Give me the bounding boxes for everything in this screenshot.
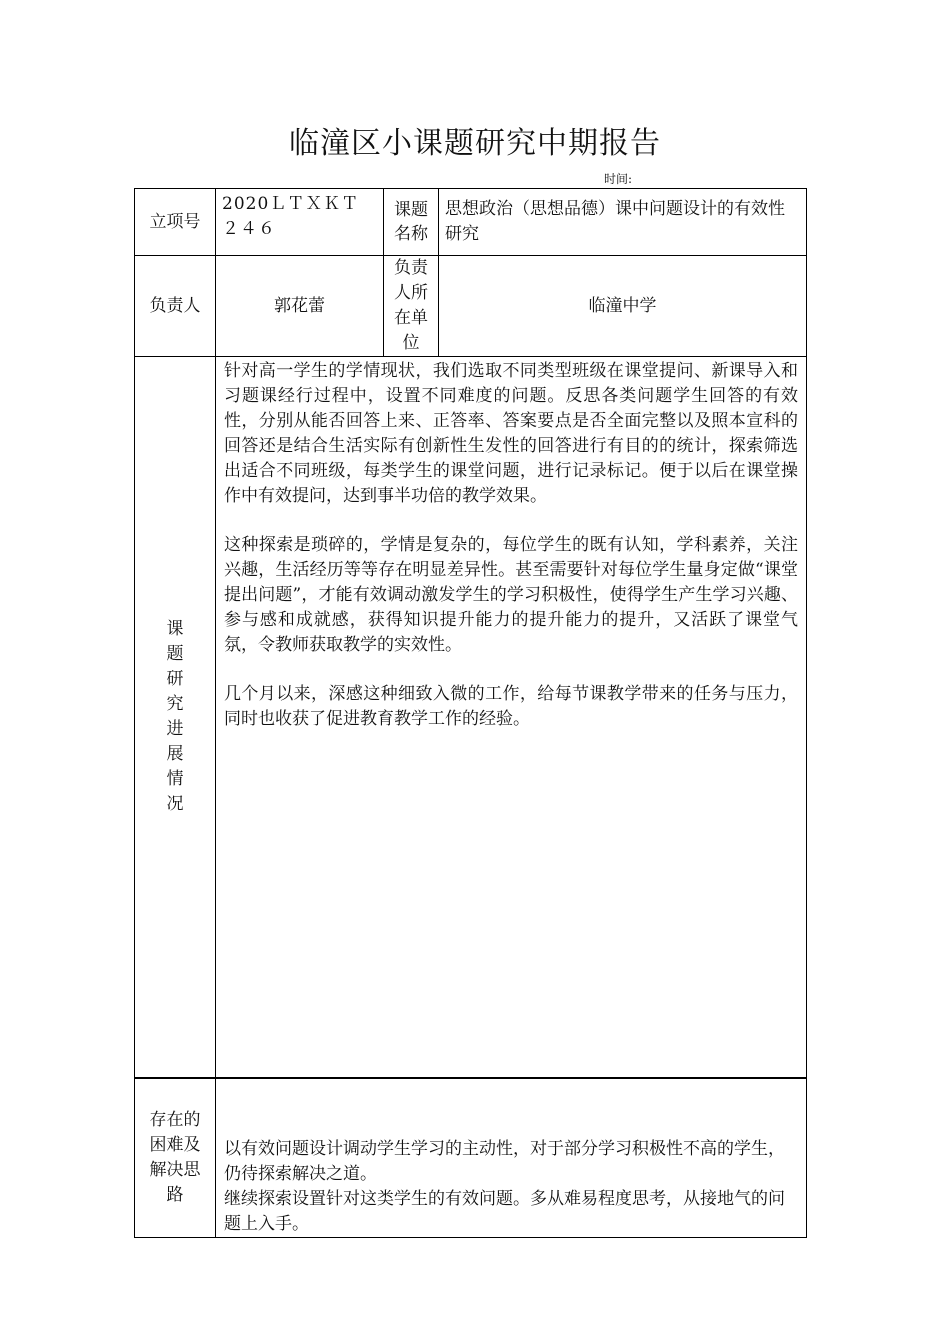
progress-label: 课题研究进展情况 [166, 618, 184, 814]
topic-name-label: 课题名称 [384, 189, 439, 256]
report-table [134, 188, 807, 1238]
difficulty-paragraph-2: 继续探索设置针对这类学生的有效问题。多从难易程度思考，从接地气的问题上入手。 [224, 1188, 785, 1234]
leader-label: 负责人 [135, 256, 216, 357]
progress-paragraph-2: 这种探索是琐碎的，学情是复杂的，每位学生的既有认知，学科素养，关注兴趣，生活经历等等存在明显差异性。甚至需要针对每位学生量身定做“课堂提出问题”，才能有效调动激发学生的学习积极性，使得学生产生学习兴趣、参与感和成就感，获得知识提升能力的提升能力的提升，又活跃了课堂气氛，令教师获取教学的实效性。 [224, 535, 798, 655]
difficulty-label: 存在的困难及解决思路 [135, 1078, 216, 1238]
leader-unit-label: 负责人所在单位 [384, 256, 439, 357]
difficulty-paragraph-1: 以有效问题设计调动学生学习的主动性，对于部分学习积极性不高的学生，仍待探索解决之道。 [224, 1138, 785, 1184]
progress-paragraph-3: 几个月以来，深感这种细致入微的工作，给每节课教学带来的任务与压力，同时也收获了促进教育教学工作的经验。 [224, 684, 798, 729]
topic-name-value: 思想政治（思想品德）课中问题设计的有效性研究 [439, 189, 807, 256]
progress-paragraph-1: 针对高一学生的学情现状，我们选取不同类型班级在课堂提问、新课导入和习题课经行过程中，设置不同难度的问题。反思各类问题学生回答的有效性，分别从能否回答上来、正答率、答案要点是否全面完整以及照本宣科的回答还是结合生活实际有创新性生发性的回答进行有目的的统计，探索筛选出适合不同班级，每类学生的课堂问题，进行记录标记。便于以后在课堂操作中有效提问，达到事半功倍的教学效果。 [224, 361, 798, 506]
project-id-label: 立项号 [135, 189, 216, 256]
report-title: 临潼区小课题研究中期报告 [289, 126, 661, 161]
difficulty-content [216, 1078, 807, 1238]
time-label: 时间: [604, 172, 633, 186]
project-id-value: 2020ＬＴＸＫＴ２４６ [216, 189, 384, 256]
progress-label-cell [135, 357, 216, 1078]
progress-content [216, 357, 807, 1078]
leader-value: 郭花蕾 [216, 256, 384, 357]
leader-unit-value: 临潼中学 [439, 256, 807, 357]
